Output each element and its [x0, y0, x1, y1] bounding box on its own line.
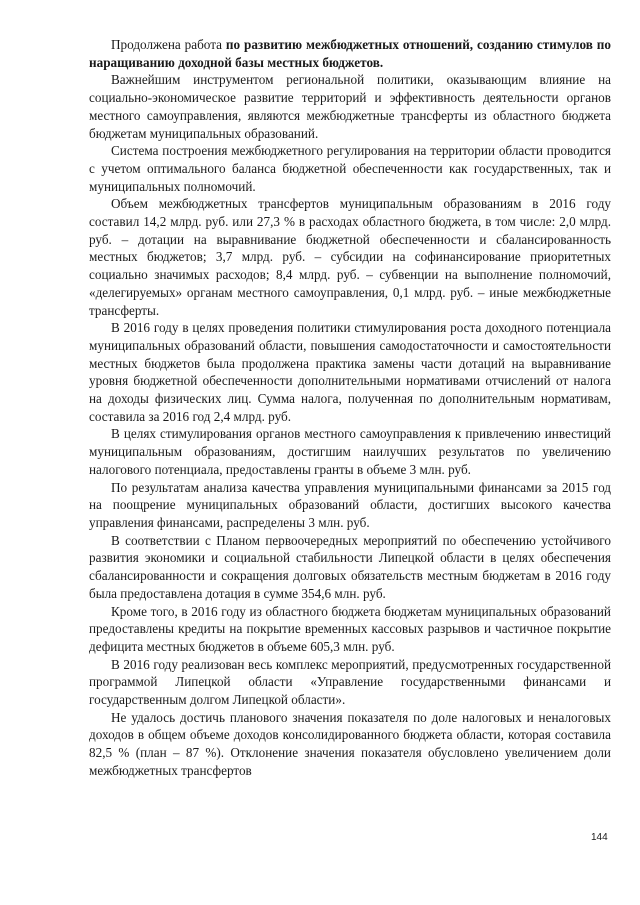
- paragraph: В соответствии с Планом первоочередных мероприятий по обеспечению устойчивого развития экономики и социальной стабильности Липецкой области в целях обеспечения сбалансированности и сокращения долговых обязательств местным бюджетам в 2016 году была предоставлена дотация в сумме 354,6 млн. руб.: [89, 532, 611, 601]
- paragraph: В 2016 году реализован весь комплекс мероприятий, предусмотренных государственной программой Липецкой области «Управление государственными финансами и государственным долгом Липецкой области».: [89, 656, 611, 708]
- paragraph: Система построения межбюджетного регулирования на территории области проводится с учетом оптимального баланса бюджетной обеспеченности как государственных, так и муниципальных полномочий.: [89, 143, 611, 194]
- paragraph: Не удалось достичь планового значения показателя по доле налоговых и неналоговых доходов в общем объеме доходов консолидированного бюджета области, которая составила 82,5 % (план – 87 %). Отклонение значения показателя обусловлено увеличением доли межбюджетных трансфертов: [89, 709, 611, 778]
- page-number: 144: [591, 832, 608, 843]
- paragraph: В 2016 году в целях проведения политики стимулирования роста доходного потенциала муниципальных образований области, повышения самодостаточности и самостоятельности местных бюджетов была продолжена практика замены части дотаций на выравнивание уровня бюджетной обеспеченности дополнительными нормативами отчислений от налога на доходы физических лиц. Сумма налога, полученная по дополнительным нормативам, составила за 2016 год 2,4 млрд. руб.: [89, 320, 611, 424]
- paragraph: В целях стимулирования органов местного самоуправления к привлечению инвестиций муниципальным образованиям, достигшим наилучших результатов по увеличению налогового потенциала, предоставлены гранты в объеме 3 млн. руб.: [89, 426, 611, 477]
- intro-lead: Продолжена работа: [111, 37, 222, 52]
- paragraph: Кроме того, в 2016 году из областного бюджета бюджетам муниципальных образований предоставлены кредиты на покрытие временных кассовых разрывов и частичное покрытие дефицита местных бюджетов в объеме 605,3 млн. руб.: [89, 603, 611, 654]
- intro-bold-text: по развитию межбюджетных отношений, созданию стимулов по наращиванию доходной базы местных бюджетов.: [89, 37, 611, 70]
- paragraph: Важнейшим инструментом региональной политики, оказывающим влияние на социально-экономическое развитие территорий и эффективность деятельности органов местного самоуправления, являются межбюджетные трансферты из областного бюджета бюджетам муниципальных образований.: [89, 72, 611, 141]
- paragraph-intro: [89, 36, 611, 71]
- paragraph: Объем межбюджетных трансфертов муниципальным образованиям в 2016 году составил 14,2 млрд. руб. или 27,3 % в расходах областного бюджета, в том числе: 2,0 млрд. руб. – дотации на выравнивание бюджетной обеспеченности и сбалансированность местных бюджетов; 3,7 млрд. руб. – субсидии на софинансирование приоритетных социально значимых расходов; 8,4 млрд. руб. – субвенции на выполнение полномочий, «делегируемых» органам местного самоуправления, 0,1 млрд. руб. – иные межбюджетные трансферты.: [89, 196, 611, 318]
- body-text: [89, 36, 611, 780]
- paragraph: По результатам анализа качества управления муниципальными финансами за 2015 год на поощрение муниципальных образований области, достигших высокого качества управления финансами, распределены 3 млн. руб.: [89, 479, 611, 530]
